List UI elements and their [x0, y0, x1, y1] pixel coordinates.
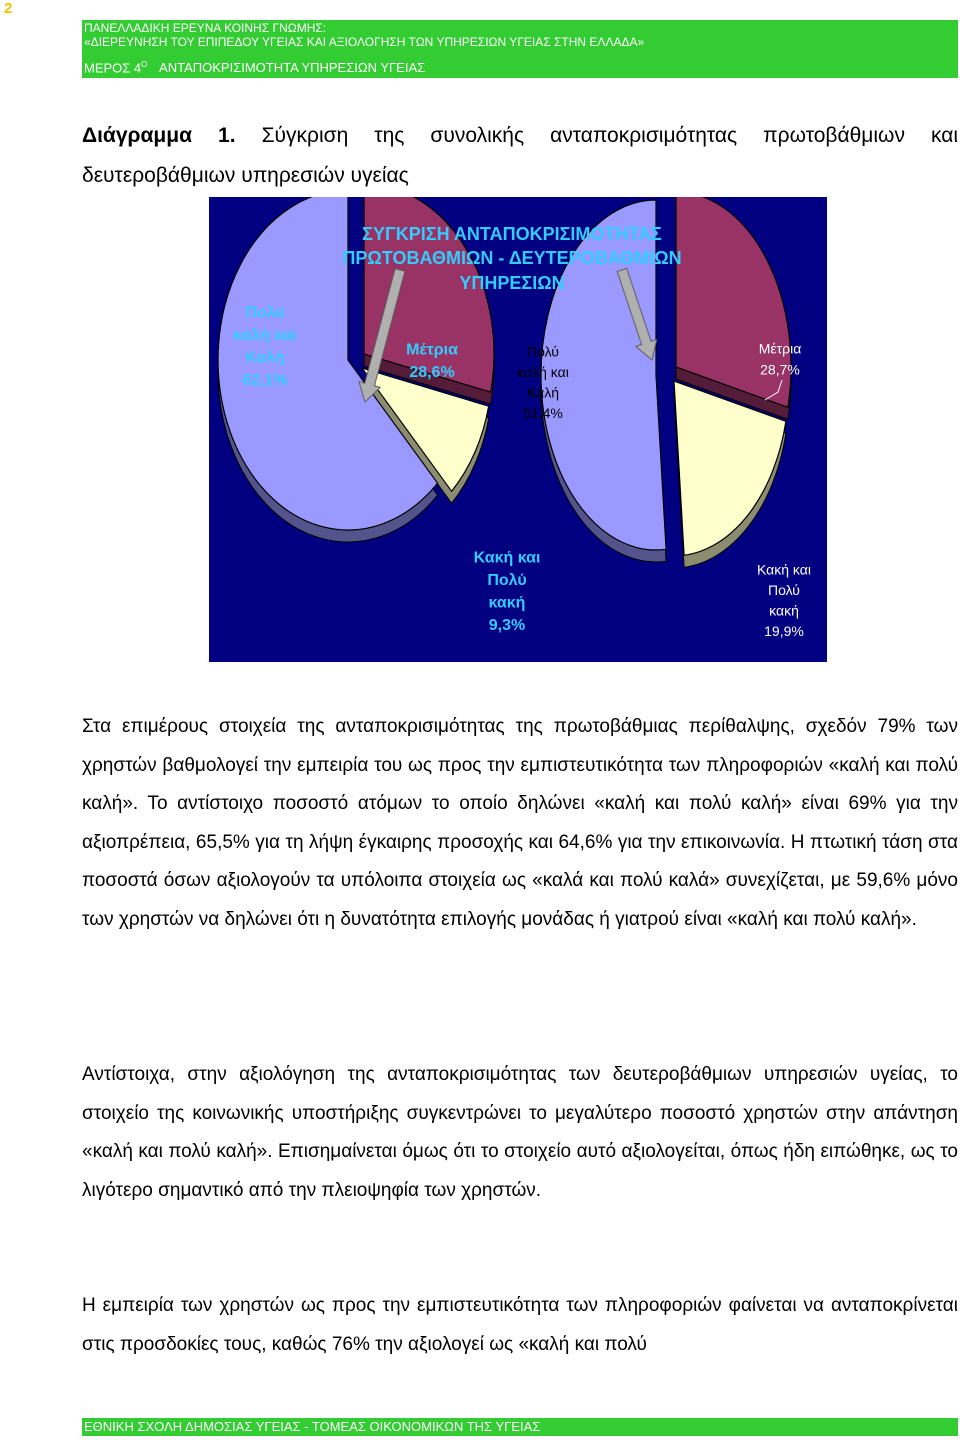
chart-title-line-2: ΠΡΩΤΟΒΑΘΜΙΩΝ - ΔΕΥΤΕΡΟΒΑΘΜΙΩΝ	[342, 248, 682, 268]
paragraph-primary-care: Στα επιμέρους στοιχεία της ανταποκρισιμότητας της πρωτοβάθμιας περίθαλψης, σχεδόν 79% των χρηστών βαθμολογεί την εμπειρία του ως προς την εμπιστευτικότητα των πληροφοριών «καλή και πολύ καλή». Το αντίστοιχο ποσοστό ατόμων το οποίο δηλώνει «καλή και πολύ καλή» είναι 69% για την αξιοπρέπεια, 65,5% για τη λήψη έγκαιρης προσοχής και 64,6% για την επικοινωνία. Η πτωτική τάση στα ποσοστά όσων αξιολογούν τα υπόλοιπα στοιχεία ως «καλά και πολύ καλά» συνεχίζεται, με 59,6% μόνο των χρηστών να δηλώνει ότι η δυνατότητα επιλογής μονάδας ή γιατρού είναι «καλή και πολύ καλή».	[82, 716, 958, 930]
figure-label: Διάγραμμα 1.	[82, 124, 236, 147]
pie-2-label-3-line-4: 19,9%	[764, 623, 804, 640]
header-band	[82, 20, 958, 78]
pie-2-label-1-line-1: Πολύ	[527, 343, 559, 360]
figure-title	[82, 116, 958, 196]
pie-2-label-2-line-2: 28,7%	[760, 361, 800, 378]
pie-1-label-1-line-2: καλή και	[232, 326, 298, 344]
paragraph-confidentiality-text: Η εμπειρία των χρηστών ως προς την εμπιστευτικότητα των πληροφοριών φαίνεται να ανταποκρίνεται στις προσδοκίες τους, καθώς 76% την αξιολογεί ως «καλή και πολύ	[82, 1295, 958, 1355]
chart-title-line-3: ΥΠΗΡΕΣΙΩΝ	[459, 273, 565, 293]
header-study-title: «ΔΙΕΡΕΥΝΗΣΗ ΤΟΥ ΕΠΙΠΕΔΟΥ ΥΓΕΙΑΣ ΚΑΙ ΑΞΙΟΛΟΓΗΣΗ ΤΩΝ ΥΠΗΡΕΣΙΩΝ ΥΓΕΙΑΣ ΣΤΗΝ ΕΛΛΑΔΑ»	[84, 35, 645, 49]
header-section	[84, 60, 425, 75]
pie-1-label-3-line-3: κακή	[488, 594, 526, 612]
pie-1-label-3-line-4: 9,3%	[488, 616, 526, 634]
pie-2-label-3-line-1: Κακή και	[757, 561, 811, 578]
pie-1-label-2-line-2: 28,6%	[409, 363, 455, 381]
pie-2-label-2-line-1: Μέτρια	[758, 340, 802, 357]
pie-2-label-1-line-3: Καλή	[526, 384, 560, 401]
pie-1-label-2-line-1: Μέτρια	[406, 341, 458, 359]
pie-2-label-3-line-2: Πολύ	[768, 582, 800, 599]
pie-1-label-3-line-1: Κακή και	[473, 549, 541, 567]
paragraph-secondary-care: Αντίστοιχα, στην αξιολόγηση της ανταποκρισιμότητας των δευτεροβάθμιων υπηρεσιών υγείας, το στοιχείο της κοινωνικής υποστήριξης συγκεντρώνει το μεγαλύτερο ποσοστό χρηστών στην απάντηση «καλή και πολύ καλή». Επισημαίνεται όμως ότι το στοιχείο αυτό αξιολογείται, όπως ήδη ειπώθηκε, ως το λιγότερο σημαντικό από την πλειοψηφία των χρηστών.	[82, 1064, 958, 1201]
footer-band	[82, 1418, 958, 1436]
pie-2-label-1-line-4: 51,4%	[523, 405, 563, 422]
header-section-sup: Ο	[141, 60, 148, 69]
pie-1-label-1-line-1: Πολύ	[245, 304, 285, 322]
pie-2-label-3-line-3: κακή	[769, 602, 799, 619]
header-survey-line: ΠΑΝΕΛΛΑΔΙΚΗ ΕΡΕΥΝΑ ΚΟΙΝΗΣ ΓΝΩΜΗΣ:	[84, 21, 327, 35]
pie-2-label-1-line-2: καλή και	[517, 364, 569, 381]
page-number: 2	[4, 0, 13, 17]
header-section-prefix: ΜΕΡΟΣ 4	[84, 60, 142, 76]
pie-1-label-1-line-3: Καλή	[245, 349, 285, 367]
pie-chart	[209, 197, 827, 662]
figure-caption: Σύγκριση της συνολικής ανταποκρισιμότητας πρωτοβάθμιων και δευτεροβάθμιων υπηρεσιών υγείας	[82, 124, 958, 187]
chart-title-line-1: ΣΥΓΚΡΙΣΗ ΑΝΤΑΠΟΚΡΙΣΙΜΟΤΗΤΑΣ	[362, 224, 662, 244]
footer-text: ΕΘΝΙΚΗ ΣΧΟΛΗ ΔΗΜΟΣΙΑΣ ΥΓΕΙΑΣ - ΤΟΜΕΑΣ ΟΙΚΟΝΟΜΙΚΩΝ ΤΗΣ ΥΓΕΙΑΣ	[84, 1419, 541, 1434]
header-section-title: ΑΝΤΑΠΟΚΡΙΣΙΜΟΤΗΤΑ ΥΠΗΡΕΣΙΩΝ ΥΓΕΙΑΣ	[159, 60, 426, 76]
paragraph-confidentiality	[82, 1287, 958, 1364]
pie-1-label-1-line-4: 62,1%	[242, 371, 288, 389]
pie-1-label-3-line-2: Πολύ	[487, 571, 527, 589]
